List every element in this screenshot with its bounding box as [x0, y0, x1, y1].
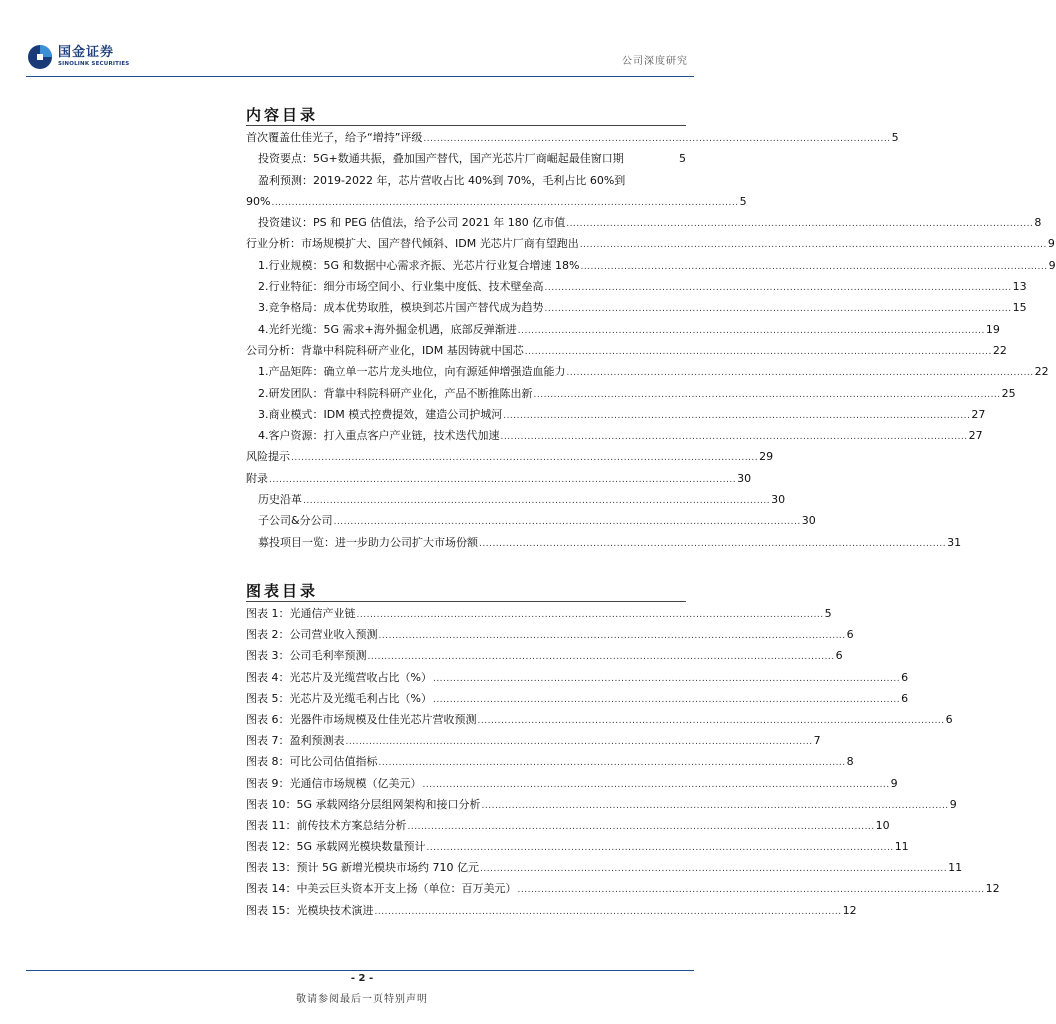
toc-entry[interactable]: 募投项目一览：进一步助力公司扩大市场份额 ........................................................................................................................................... 31: [258, 535, 962, 549]
figure-entry[interactable]: 图表 4：光芯片及光缆营收占比（%） ........................................................................................................................................... 6: [246, 670, 909, 684]
toc-entry[interactable]: 3.竞争格局：成本优势取胜，模块到芯片国产替代成为趋势 ........................................................................................................................................... 15: [258, 301, 1027, 315]
toc-entry[interactable]: 首次覆盖仕佳光子，给予“增持”评级 ........................................................................................................................................... 5: [246, 131, 899, 144]
disclaimer-note: 敬请参阅最后一页特别声明: [296, 994, 428, 1005]
logo-english: SINOLINK SECURITIES: [58, 61, 130, 68]
figure-entry[interactable]: 图表 8：可比公司估值指标 ........................................................................................................................................... 8: [246, 755, 854, 769]
figure-entry[interactable]: 图表 6：光器件市场规模及仕佳光芯片营收预测 ........................................................................................................................................... 6: [246, 712, 953, 726]
figure-entry[interactable]: 图表 11：前传技术方案总结分析 ........................................................................................................................................... 10: [246, 818, 890, 832]
report-type-label: 公司深度研究: [622, 56, 688, 67]
toc-entry[interactable]: 盈利预测：2019-2022 年，芯片营收占比 40%到 70%，毛利占比 60%到: [258, 173, 626, 187]
toc-entry[interactable]: 投资建议：PS 和 PEG 估值法，给予公司 2021 年 180 亿市值 ........................................................................................................................................... 8: [258, 216, 1042, 230]
figure-entry[interactable]: 图表 15：光模块技术演进 ........................................................................................................................................... 12: [246, 903, 857, 917]
figure-entry[interactable]: 图表 10：5G 承载网络分层组网架构和接口分析 ........................................................................................................................................... 9: [246, 797, 957, 811]
toc-entry[interactable]: 风险提示 ........................................................................................................................................... 29: [246, 450, 774, 464]
figure-entry[interactable]: 图表 3：公司毛利率预测 ........................................................................................................................................... 6: [246, 649, 843, 663]
toc-entry[interactable]: 子公司&分公司 ........................................................................................................................................... 30: [258, 514, 816, 528]
toc-entry[interactable]: 4.光纤光缆：5G 需求+海外掘金机遇，底部反弹渐进 ........................................................................................................................................... 19: [258, 322, 1000, 336]
toc-entry[interactable]: 3.商业模式：IDM 模式控费提效，建造公司护城河 ........................................................................................................................................... 27: [258, 407, 986, 421]
toc-entry-continuation[interactable]: 90% ........................................................................................................................................... 5: [246, 194, 747, 208]
toc-entry[interactable]: 公司分析：背靠中科院科研产业化，IDM 基因铸就中国芯 ........................................................................................................................................... 22: [246, 343, 1007, 357]
footer-rule: [26, 970, 694, 971]
figure-entry[interactable]: 图表 2：公司营业收入预测 ........................................................................................................................................... 6: [246, 628, 854, 642]
figure-entry[interactable]: 图表 7：盈利预测表 ........................................................................................................................................... 7: [246, 734, 821, 748]
figures-title-rule: [246, 601, 686, 602]
company-logo: [26, 42, 129, 72]
figures-title: 图表目录: [246, 582, 319, 600]
toc-entry[interactable]: 2.研发团队：背靠中科院科研产业化，产品不断推陈出新 ........................................................................................................................................... 25: [258, 386, 1016, 400]
figure-entry[interactable]: 图表 5：光芯片及光缆毛利占比（%） ........................................................................................................................................... 6: [246, 691, 909, 705]
toc-title: 内容目录: [246, 106, 319, 124]
figure-entry[interactable]: 图表 13：预计 5G 新增光模块市场约 710 亿元 ........................................................................................................................................... 11: [246, 861, 963, 875]
logo-mark-icon: [26, 43, 54, 71]
toc-entry[interactable]: 2.行业特征：细分市场空间小、行业集中度低、技术壁垒高 ........................................................................................................................................... 13: [258, 280, 1027, 294]
toc-entry[interactable]: 附录 ........................................................................................................................................... 30: [246, 471, 752, 485]
table-of-contents: [246, 131, 1056, 557]
figure-entry[interactable]: 图表 14：中美云巨头资本开支上扬（单位：百万美元） ........................................................................................................................................... 12: [246, 882, 1000, 896]
toc-entry[interactable]: 行业分析：市场规模扩大、国产替代倾斜、IDM 光芯片厂商有望跑出 ........................................................................................................................................... 9: [246, 237, 1055, 251]
toc-entry[interactable]: 1.行业规模：5G 和数据中心需求齐振、光芯片行业复合增速 18% ........................................................................................................................................... 9: [258, 258, 1056, 272]
list-of-figures: [246, 607, 1000, 925]
page-header: [26, 40, 694, 77]
logo-chinese: 国金证券: [58, 45, 115, 61]
figure-entry[interactable]: 图表 1：光通信产业链 ........................................................................................................................................... 5: [246, 607, 832, 620]
toc-title-rule: [246, 125, 686, 126]
figure-entry[interactable]: 图表 12：5G 承载网光模块数量预计 ........................................................................................................................................... 11: [246, 840, 909, 854]
toc-entry[interactable]: 投资要点：5G+数通共振，叠加国产替代，国产光芯片厂商崛起最佳窗口期 5: [258, 152, 686, 166]
toc-entry[interactable]: 历史沿革 ........................................................................................................................................... 30: [258, 493, 786, 507]
page-number: - 2 -: [350, 973, 374, 984]
figure-entry[interactable]: 图表 9：光通信市场规模（亿美元） ........................................................................................................................................... 9: [246, 776, 898, 790]
toc-entry[interactable]: 1.产品矩阵：确立单一芯片龙头地位，向有源延伸增强造血能力 ........................................................................................................................................... 22: [258, 365, 1049, 379]
toc-entry[interactable]: 4.客户资源：打入重点客户产业链，技术迭代加速 ........................................................................................................................................... 27: [258, 429, 983, 443]
